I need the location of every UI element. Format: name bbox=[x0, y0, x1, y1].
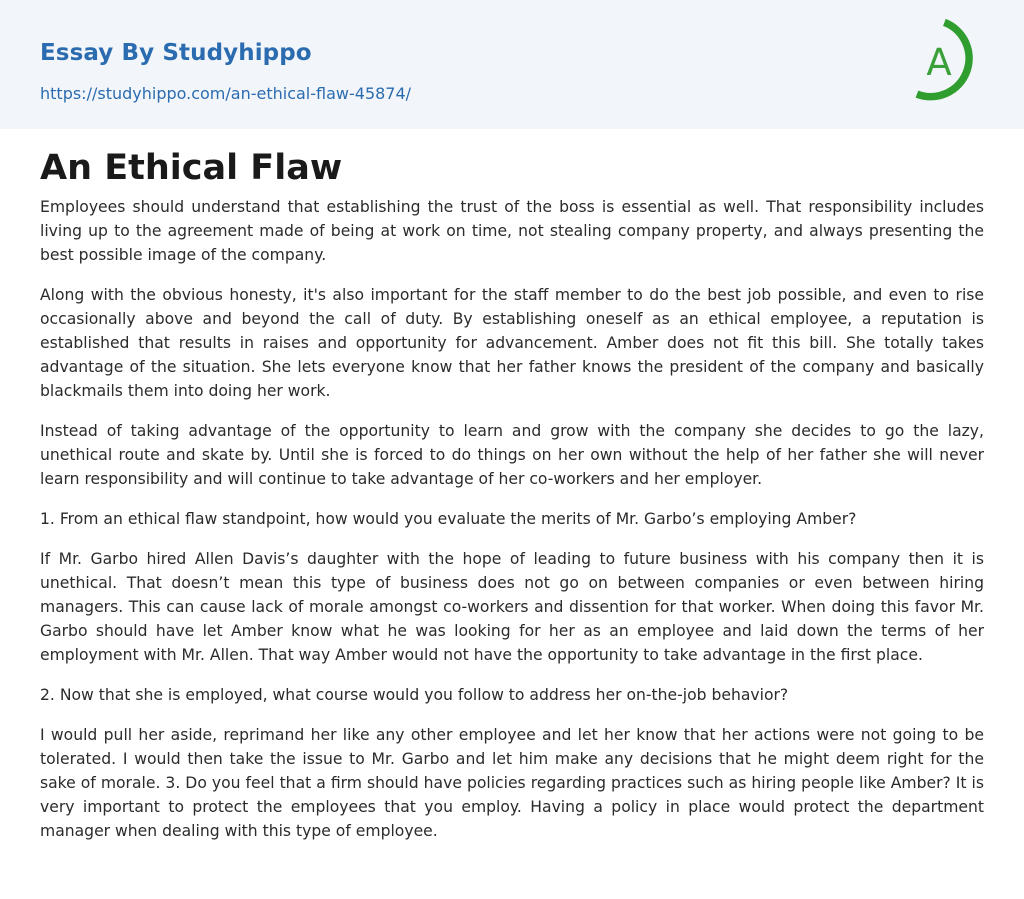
logo-letter: A bbox=[926, 41, 952, 84]
essay-url-link[interactable]: https://studyhippo.com/an-ethical-flaw-45874/ bbox=[40, 84, 412, 103]
brand-title[interactable]: Essay By Studyhippo bbox=[40, 40, 312, 66]
paragraph: Employees should understand that establishing the trust of the boss is essential as well. That responsibility includes living up to the agreement made of being at work on time, not stealing company property, and always presenting the best possible image of the company. bbox=[40, 198, 984, 264]
question-paragraph: 2. Now that she is employed, what course would you follow to address her on-the-job behavior? bbox=[40, 686, 789, 704]
page-title: An Ethical Flaw bbox=[40, 148, 343, 188]
paragraph: Along with the obvious honesty, it's also important for the staff member to do the best job possible, and even to rise occasionally above and beyond the call of duty. By establishing oneself as an ethical employee, a reputation is established that results in raises and opportunity for advancement. Amber does not fit this bill. She totally takes advantage of the situation. She lets everyone know that her father knows the president of the company and basically blackmails them into doing her work. bbox=[40, 286, 984, 400]
question-paragraph: 1. From an ethical flaw standpoint, how would you evaluate the merits of Mr. Garbo’s employing Amber? bbox=[40, 510, 857, 528]
paragraph: If Mr. Garbo hired Allen Davis’s daughter with the hope of leading to future business with his company then it is unethical. That doesn’t mean this type of business does not go on between companies or even between hiring managers. This can cause lack of morale amongst co-workers and dissention for that worker. When doing this favor Mr. Garbo should have let Amber know what he was looking for her as an employee and laid down the terms of her employment with Mr. Allen. That way Amber would not have the opportunity to take advantage in the first place. bbox=[40, 550, 984, 664]
studyhippo-logo-icon[interactable] bbox=[911, 18, 987, 106]
paragraph: I would pull her aside, reprimand her like any other employee and let her know that her actions were not going to be tolerated. I would then take the issue to Mr. Garbo and let him make any decisions that he might deem right for the sake of morale. 3. Do you feel that a firm should have policies regarding practices such as hiring people like Amber? It is very important to protect the employees that you employ. Having a policy in place would protect the department manager when dealing with this type of employee. bbox=[40, 726, 984, 840]
article bbox=[0, 147, 1024, 843]
site-header bbox=[0, 0, 1024, 129]
paragraph: Instead of taking advantage of the opportunity to learn and grow with the company she decides to go the lazy, unethical route and skate by. Until she is forced to do things on her own without the help of her father she will never learn responsibility and will continue to take advantage of her co-workers and her employer. bbox=[40, 422, 984, 488]
